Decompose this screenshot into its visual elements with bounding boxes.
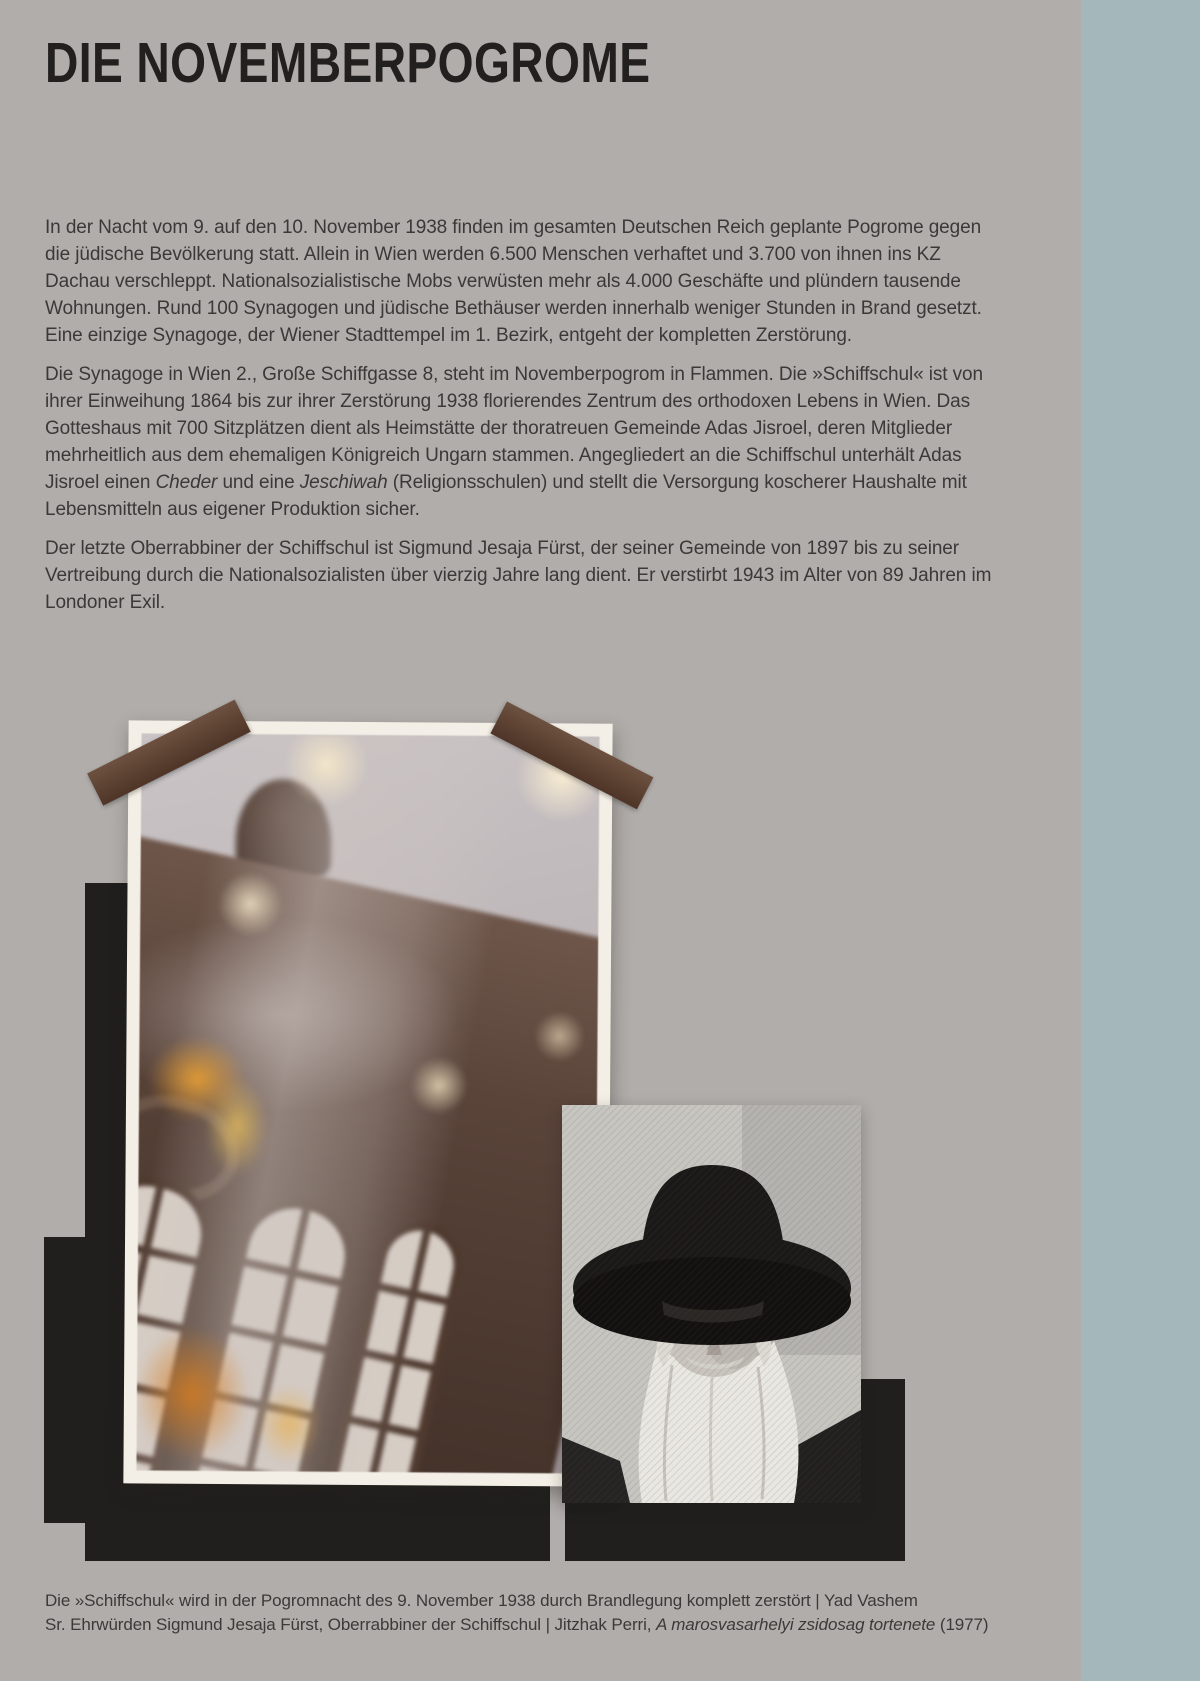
paragraph-intro: In der Nacht vom 9. auf den 10. November 1938 finden im gesamten Deutschen Reich geplante Pogrome gegen die jüdische Bevölkerung statt. Allein in Wien werden 6.500 Menschen verhaftet und 3.700 von ihnen ins KZ Dachau verschleppt. Nationalsozialistische Mobs verwüsten mehr als 4.000 Geschäfte und plündern tausende Wohnungen. Rund 100 Synagogen und jüdische Bethäuser werden innerhalb weniger Stunden in Brand gesetzt. Eine einzige Synagoge, der Wiener Stadttempel im 1. Bezirk, entgeht der kompletten Zerstörung. (45, 217, 982, 346)
synagogue-photo-image (136, 733, 599, 1473)
caption-line-1: Die »Schiffschul« wird in der Pogromnacht des 9. November 1938 durch Brandlegung komplett zerstört | Yad Vashem (45, 1591, 918, 1610)
paragraph-schiffschul (45, 361, 1010, 523)
paragraph-segment: (Religionsschulen) und stellt die Versorgung koscherer Haushalte mit Lebensmitteln aus eigener Produktion sicher. (45, 472, 967, 520)
photo-captions (45, 1589, 1005, 1637)
term-cheder: Cheder (155, 472, 218, 493)
caption-segment: Sr. Ehrwürden Sigmund Jesaja Fürst, Oberrabbiner der Schiffschul | Jitzhak Perri, (45, 1615, 657, 1634)
paragraph-rabbi: Der letzte Oberrabbiner der Schiffschul ist Sigmund Jesaja Fürst, der seiner Gemeinde von 1897 bis zu seiner Vertreibung durch die Nationalsozialisten über vierzig Jahre lang dient. Er verstirbt 1943 im Alter von 89 Jahren im Londoner Exil. (45, 538, 992, 613)
caption-line-2 (45, 1613, 1005, 1637)
caption-book-title: A marosvasarhelyi zsidosag tortenete (656, 1615, 936, 1634)
paragraph-segment: und eine (217, 472, 300, 493)
page-title: DIE NOVEMBERPOGROME (45, 31, 651, 95)
caption-segment: (1977) (935, 1615, 989, 1634)
synagogue-photo (123, 720, 612, 1486)
paragraph-segment: Die Synagoge in Wien 2., Große Schiffgasse 8, steht im Novemberpogrom in Flammen. Die »Schiffschul« ist von ihrer Einweihung 1864 bis zur ihrer Zerstörung 1938 florierendes Zentrum des orthodoxen Lebens in Wien. Das Gotteshaus mit 700 Sitzplätzen dient als Heimstätte der thoratreuen Gemeinde Adas Jisroel, deren Mitglieder mehrheitlich aus dem ehemaligen Königreich Ungarn stammen. Angegliedert an die Schiffschul unterhält Adas Jisroel einen (45, 364, 983, 493)
term-jeschiwah: Jeschiwah (299, 472, 388, 493)
rabbi-portrait (562, 1105, 861, 1503)
lens-flares (136, 733, 599, 1473)
article-text (45, 214, 1010, 628)
accent-strip (1081, 0, 1200, 1681)
rabbi-portrait-image (562, 1105, 861, 1503)
